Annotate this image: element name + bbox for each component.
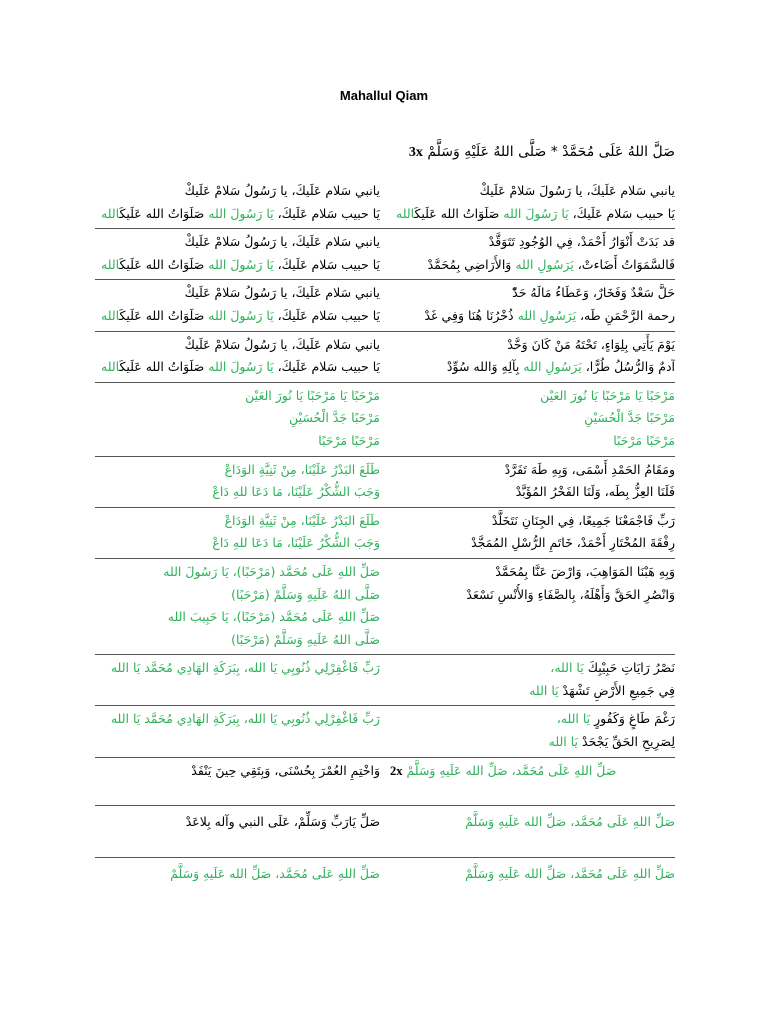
right-column xyxy=(390,385,675,453)
verse-line xyxy=(390,760,675,783)
verse-segment: مَرْحَبًا جَدَّ الْحُسَيْنِ xyxy=(289,410,380,426)
verse-line xyxy=(95,180,380,203)
verse-line xyxy=(390,459,675,482)
verse-row-final xyxy=(95,858,675,889)
verse-line xyxy=(390,180,675,203)
verse-segment: مَرْحَبًا مَرْحَبًا xyxy=(613,432,675,448)
header-text: صَلَّ اللهُ عَلَى مُحَمَّدْ * صَلَّى اللهُ عَلَيْهِ وَسَلَّمْ xyxy=(427,144,675,160)
repeat-multiplier: 2x xyxy=(390,763,403,778)
verse-segment: صَلِّ اللهِ عَلَى مُحَمَّد (مَرْحَبًا)، يَا رَسُولَ الله xyxy=(163,563,380,579)
right-column xyxy=(390,510,675,555)
verse-line-text: صَلِّ اللهِ عَلَى مُحَمَّد، صَلِّ الله عَلَيهِ وَسَلَّمْ xyxy=(406,762,617,778)
verse-segment: يانبي سَلام عَلَيكَ، يا رَسُولُ سَلامْ عَلَيكْ xyxy=(184,234,380,250)
verse-segment: يَا رَسُولَ الله xyxy=(208,359,274,375)
left-column xyxy=(95,561,380,651)
verse-line xyxy=(390,510,675,533)
verse-segment: يَا الله xyxy=(529,682,559,698)
left-column xyxy=(95,282,380,327)
verse-segment: طَلَعَ البَدْرُ عَلَيْنَا، مِنْ ثَنِيَّةِ الوَدَاعْ xyxy=(224,512,380,528)
right-column xyxy=(390,459,675,504)
verse-line xyxy=(390,708,675,731)
verse-segment: يَا حبيب سَلام عَلَيكَ، xyxy=(273,205,380,221)
verse-line xyxy=(390,532,675,555)
verse-row xyxy=(95,457,675,508)
verse-line xyxy=(390,430,675,453)
verse-line xyxy=(95,407,380,430)
verse-segment: يانبي سَلام عَلَيكَ، يا رَسُولَ سَلامْ عَلَيكْ xyxy=(479,183,675,198)
verse-segment: يانبي سَلام عَلَيكَ، يا رَسُولُ سَلامْ عَلَيكْ xyxy=(184,285,380,301)
verse-segment: يَرَسُولِ الله xyxy=(523,359,582,375)
header-multiplier: 3x xyxy=(408,145,423,160)
verse-segment: بِآلِهِ وَالله سُوِّدْ xyxy=(446,359,524,375)
verse-line xyxy=(390,731,675,754)
verse-segment: رِفْقَةَ المُخْتَارِ أَحْمَدْ، خَاتَمِ الرُّسْلِ المُمَجَّدْ xyxy=(471,535,675,551)
verse-line xyxy=(390,481,675,504)
verse-segment: يَا رَسُولَ الله xyxy=(208,205,274,221)
right-column xyxy=(390,231,675,276)
verse-segment: يَا حبيب سَلام عَلَيكَ، xyxy=(273,359,380,375)
verse-line xyxy=(95,629,380,652)
verse-segment: يَوْمَ يَأْتِي بِلِوَاءٍ، تَحْتَهُ مَنْ كَانَ وَحَّدْ xyxy=(507,336,675,352)
verse-line: صَلِّ اللهِ عَلَى مُحَمَّد، صَلِّ الله عَلَيهِ وَسَلَّمْ xyxy=(465,814,675,830)
verse-segment: صَلَوَاتُ الله عَلَيكَ xyxy=(414,205,504,221)
verse-segment: رَبِّ فَاغْفِرْلِي ذُنُوبِي يَا الله، بِبَرَكَةِ الهَادِي مُحَمَّد يَا الله xyxy=(110,660,380,676)
right-column xyxy=(390,180,675,225)
verse-line xyxy=(95,282,380,305)
verse-line xyxy=(95,459,380,482)
verse-line xyxy=(390,282,675,305)
verse-line xyxy=(95,561,380,584)
verse-row xyxy=(95,655,675,706)
verse-segment: يَرَسُولِ الله xyxy=(515,256,574,272)
verse-row xyxy=(95,559,675,655)
verse-line: صَلِّ يَارَبِّ وَسَلِّمْ، عَلَى النبي وآله بِلاعَدْ xyxy=(185,814,380,830)
verse-line xyxy=(390,407,675,430)
verse-segment: رحمة الرَّحْمَنِ طَه، xyxy=(576,307,675,323)
verse-segment: صَلَوَاتُ الله عَلَيكَ xyxy=(119,359,209,375)
verse-line xyxy=(390,584,675,607)
verse-segment: يَا حبيب سَلام عَلَيكَ، xyxy=(273,256,380,272)
verse-line xyxy=(95,708,380,731)
left-column xyxy=(95,860,380,886)
right-column xyxy=(390,708,675,753)
verse-segment: الله xyxy=(396,205,415,221)
verse-segment: يانبي سَلام عَلَيكَ، يا رَسُولُ سَلامْ عَلَيكْ xyxy=(184,336,380,352)
left-column xyxy=(95,708,380,753)
verse-line xyxy=(95,657,380,680)
verse-segment: يَا الله، xyxy=(556,711,591,727)
verse-line xyxy=(95,356,380,379)
verse-segment: يانبي سَلام عَلَيكَ، يا رَسُولُ سَلامْ عَلَيكْ xyxy=(184,183,380,198)
verse-segment: يَا الله، xyxy=(550,660,584,676)
verse-line: وَاخْتِمِ العُمْرَ بِحُسْنَى، وَبِتَقِي حِينَ يَنْفَدْ xyxy=(191,762,380,778)
verse-segment: مَرْحَبًا يَا مَرْحَبًا يَا نُورَ العَيْن xyxy=(245,387,380,403)
right-column xyxy=(390,282,675,327)
left-column xyxy=(95,657,380,702)
verse-segment: وَبِهِ هَبْنَا المَوَاهِبَ، وَارْضَ عَنَّا بِمُحَمَّدْ xyxy=(495,563,675,579)
verse-line xyxy=(95,254,380,277)
verse-line xyxy=(95,532,380,555)
left-column xyxy=(95,231,380,276)
verse-segment: وَالأَرَاضِي بِمُحَمَّدْ xyxy=(427,256,516,272)
verse-line xyxy=(390,203,675,226)
verse-line xyxy=(95,606,380,629)
verse-segment: يَرَسُولِ الله xyxy=(517,307,577,323)
verse-row-closing xyxy=(95,758,675,807)
verse-line xyxy=(95,584,380,607)
verse-line xyxy=(95,385,380,408)
verse-segment: رَبِّ فَاجْمَعْنَا جَمِيعًا، فِي الجِنَانِ نَتَخَلَّدْ xyxy=(491,512,675,528)
right-column xyxy=(390,561,675,651)
verse-row xyxy=(95,508,675,559)
right-column xyxy=(390,760,675,803)
verse-segment: صَلَّى اللهُ عَلَيهِ وَسَلَّمْ (مَرْحَبًا) xyxy=(231,586,380,602)
verse-segment: طَلَعَ البَدْرُ عَلَيْنَا، مِنْ ثَنِيَّةِ الوَدَاعْ xyxy=(224,461,380,477)
verse-line xyxy=(390,254,675,277)
verse-line xyxy=(95,334,380,357)
verse-segment: ذُخْرُنَا هُنَا وَفِي غَدْ xyxy=(424,307,518,323)
verse-row xyxy=(95,178,675,229)
verse-segment: وَجَبَ الشُّكْرُ عَلَيْنَا، مَا دَعَا للهِ دَاعْ xyxy=(212,484,380,500)
verse-segment: مَرْحَبًا يَا مَرْحَبًا يَا نُورَ العَيْن xyxy=(540,387,675,403)
verse-rows xyxy=(95,178,675,758)
verse-line xyxy=(95,231,380,254)
verse-segment: يَا حبيب سَلام عَلَيكَ، xyxy=(273,307,380,323)
verse-segment: فِي جَمِيعِ الأَرْضِ تَشْهَدْ xyxy=(558,682,675,698)
verse-segment: حَلَّ سَعْدٌ وَفَخَارٌ، وَعَطَاءُ مَالَهُ حَدّْ xyxy=(512,285,675,301)
verse-line xyxy=(390,680,675,703)
verse-line xyxy=(95,510,380,533)
verse-segment: نَصْرُ رَايَاتِ حَبِيْبِكَ xyxy=(583,660,675,676)
verse-segment: صَلَوَاتُ الله عَلَيكَ xyxy=(119,307,209,323)
verse-segment: صَلَوَاتُ الله عَلَيكَ xyxy=(119,256,209,272)
verse-segment: صَلَّى اللهُ عَلَيهِ وَسَلَّمْ (مَرْحَبًا) xyxy=(231,631,380,647)
verse-segment: يَا حبيب سَلام عَلَيكَ، xyxy=(568,205,675,221)
verse-row-salli xyxy=(95,806,675,858)
verse-segment: الله xyxy=(101,359,120,375)
verse-segment: مَرْحَبًا مَرْحَبًا xyxy=(318,432,380,448)
verse-line xyxy=(95,203,380,226)
verse-segment: الله xyxy=(101,307,120,323)
page-title: Mahallul Qiam xyxy=(339,88,429,103)
verse-segment: صَلِّ اللهِ عَلَى مُحَمَّد (مَرْحَبًا)، يَا حَبِيبَ الله xyxy=(167,609,380,625)
verse-segment: وَانْصُرِ الحَقَّ وَأَهْلَهُ، بِالصَّفَاءِ وَالأُنْسِ نَسْعَدْ xyxy=(466,586,675,602)
verse-line xyxy=(95,430,380,453)
verse-segment: يَا رَسُولَ الله xyxy=(503,205,569,221)
header-salawat xyxy=(95,144,675,170)
verse-segment: رَغْمَ طَاغٍ وَكَفُورٍ xyxy=(590,711,675,727)
left-column xyxy=(95,180,380,225)
verse-segment: يَا رَسُولَ الله xyxy=(208,307,274,323)
verse-segment: فَلَنَا العِزُّ بِطَه، وَلَنَا الفَخْرُ المُؤَبَّدْ xyxy=(515,484,675,500)
verse-segment: وَجَبَ الشُّكْرُ عَلَيْنَا، مَا دَعَا للهِ دَاعْ xyxy=(212,535,380,551)
verse-segment: يَا رَسُولَ الله xyxy=(208,256,274,272)
verse-row xyxy=(95,332,675,383)
verse-segment: يَا الله xyxy=(548,734,579,750)
verse-line: صَلِّ اللهِ عَلَى مُحَمَّد، صَلِّ الله عَلَيهِ وَسَلَّمْ xyxy=(465,865,675,881)
right-column xyxy=(390,860,675,886)
verse-line xyxy=(390,334,675,357)
verse-segment: فَالسَّمَوَاتُ أَضَاءتْ، xyxy=(573,256,675,272)
right-column xyxy=(390,808,675,854)
verse-segment: لِصَرِيحِ الحَقِّ يَجْحَدْ xyxy=(578,734,675,750)
verse-line xyxy=(390,561,675,584)
verse-table xyxy=(95,178,675,888)
right-column xyxy=(390,334,675,379)
left-column xyxy=(95,510,380,555)
left-column xyxy=(95,760,380,803)
left-column xyxy=(95,334,380,379)
verse-segment: آدمٌ وَالرُّسُلُ طُرًّا، xyxy=(581,359,675,375)
verse-line xyxy=(390,231,675,254)
verse-segment: مَرْحَبًا جَدَّ الْحُسَيْنِ xyxy=(584,410,675,426)
left-column xyxy=(95,808,380,854)
verse-segment: رَبِّ فَاغْفِرْلِي ذُنُوبِي يَا الله، بِبَرَكَةِ الهَادِي مُحَمَّد يَا الله xyxy=(110,711,380,727)
verse-line xyxy=(390,356,675,379)
verse-line xyxy=(390,385,675,408)
verse-segment: الله xyxy=(101,205,120,221)
right-column xyxy=(390,657,675,702)
verse-row xyxy=(95,383,675,457)
verse-line xyxy=(95,305,380,328)
left-column xyxy=(95,385,380,453)
verse-row xyxy=(95,229,675,280)
verse-line xyxy=(95,481,380,504)
verse-segment: قد بَدَتْ أَنْوَارُ أَحْمَدْ، فِي الوُجُودِ تَتَوَقَّدْ xyxy=(488,234,675,250)
verse-line xyxy=(390,657,675,680)
verse-segment: ومَقَامُ الحَمْدِ أَسْمَى، وَبِهِ طَهَ تَفَرَّدْ xyxy=(504,461,675,477)
verse-row xyxy=(95,280,675,331)
verse-line: صَلِّ اللهِ عَلَى مُحَمَّد، صَلِّ الله عَلَيهِ وَسَلَّمْ xyxy=(170,865,380,881)
verse-segment: صَلَوَاتُ الله عَلَيكَ xyxy=(119,205,209,221)
left-column xyxy=(95,459,380,504)
verse-row xyxy=(95,706,675,757)
verse-segment: الله xyxy=(101,256,120,272)
verse-line xyxy=(390,305,675,328)
